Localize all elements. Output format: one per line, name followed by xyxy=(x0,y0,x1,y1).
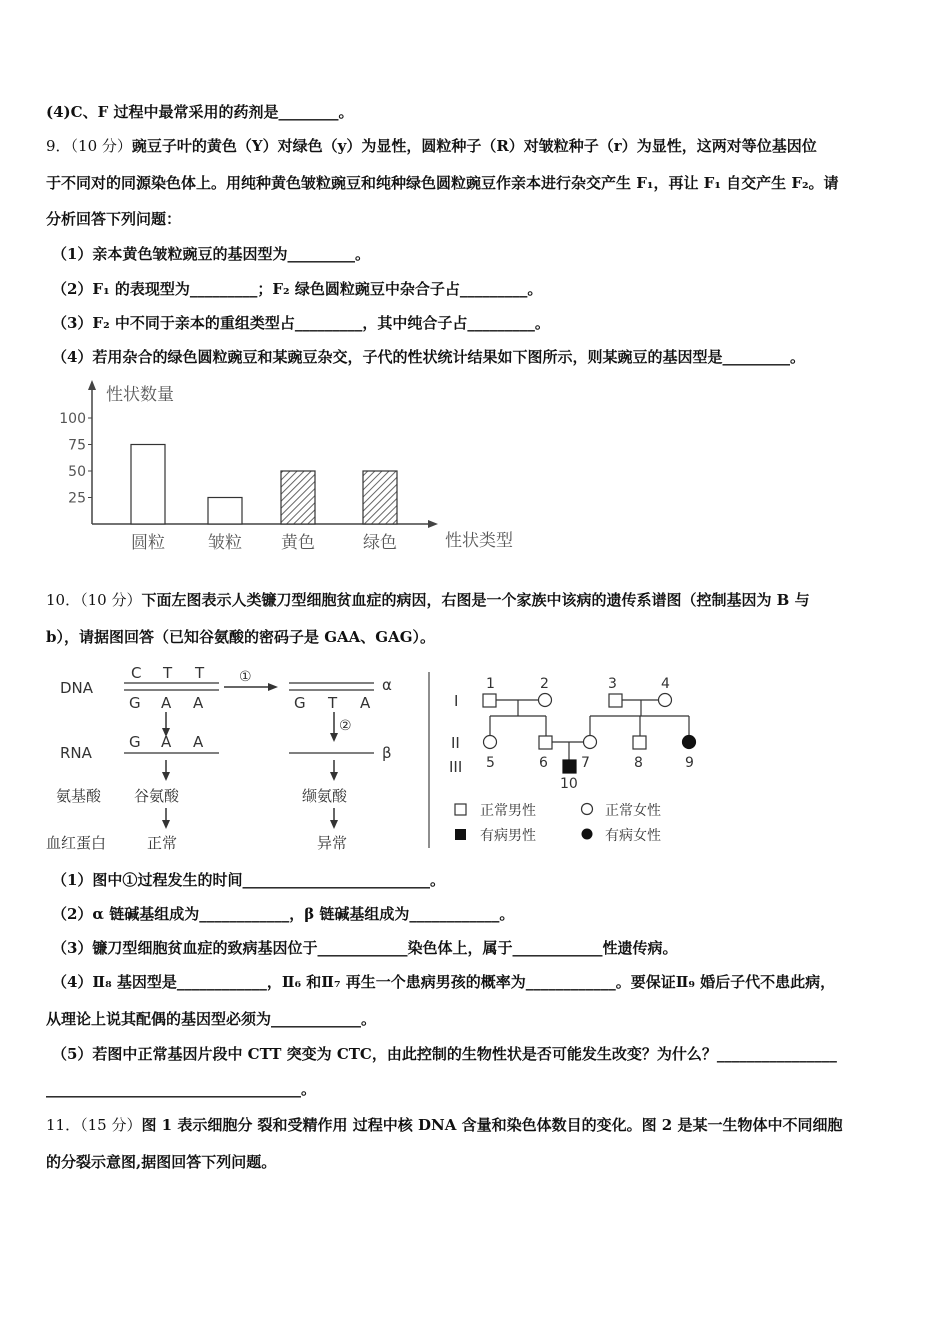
mutant-base-1: G xyxy=(294,694,306,712)
pedigree-id-8: 8 xyxy=(634,755,643,771)
dna-top-base-1: C xyxy=(131,664,142,682)
hemoglobin-label: 血红蛋白 xyxy=(46,834,107,852)
q9-stem: 豌豆子叶的黄色（Y）对绿色（y）为显性，圆粒种子（R）对皱粒种子（r）为显性，这两对等位基因位 xyxy=(131,137,817,155)
q9-line-1 xyxy=(46,135,817,157)
q10-sub-3: （3）镰刀型细胞贫血症的致病基因位于____________染色体上，属于____________性遗传病。 xyxy=(52,939,678,957)
x-category-label: 皱粒 xyxy=(208,533,242,553)
pedigree-id-10: 10 xyxy=(560,776,578,792)
person-2-normal-female xyxy=(539,694,552,707)
aa-to-hb-arrowhead xyxy=(162,820,170,829)
gen-label-II: II xyxy=(451,734,460,752)
y-axis-arrow xyxy=(88,380,96,390)
legend-normal-female: 正常女性 xyxy=(605,803,661,819)
q11-line-2: 的分裂示意图,据图回答下列问题。 xyxy=(46,1153,277,1171)
mutant-base-3: A xyxy=(360,694,371,712)
rna-base-2: A xyxy=(161,733,172,751)
dna-bottom-base-3: A xyxy=(193,694,204,712)
y-tick-label: 25 xyxy=(68,490,86,507)
q9-sub-1: （1）亲本黄色皱粒豌豆的基因型为_________。 xyxy=(52,245,370,263)
person-6-normal-male xyxy=(539,736,552,749)
person-4-normal-female xyxy=(659,694,672,707)
step1-label: ① xyxy=(239,669,252,685)
y-axis-label: 性状数量 xyxy=(106,385,174,405)
q10-sub-5b: __________________________________。 xyxy=(46,1080,317,1098)
gen-label-I: I xyxy=(454,692,459,710)
x-category-label: 黄色 xyxy=(281,533,315,553)
q10-sub-1: （1）图中①过程发生的时间_________________________。 xyxy=(52,871,445,889)
rna-to-aa-arrowhead xyxy=(162,772,170,781)
q10-number: 10．（10 分） xyxy=(46,591,142,609)
step2-label: ② xyxy=(339,718,352,734)
glutamate-label: 谷氨酸 xyxy=(134,787,180,805)
rna-base-3: A xyxy=(193,733,204,751)
y-tick-label: 100 xyxy=(59,411,86,427)
beta-label: β xyxy=(382,744,392,762)
q10-line-2: b），请据图回答（已知谷氨酸的密码子是 GAA、GAG）。 xyxy=(46,628,436,646)
sickle-cell-figure xyxy=(44,660,704,860)
y-tick-label: 50 xyxy=(68,464,86,480)
bar-1 xyxy=(131,445,165,525)
bar-2 xyxy=(208,498,242,525)
q10-sub-5a: （5）若图中正常基因片段中 CTT 突变为 CTC，由此控制的生物性状是否可能发生改变？为什么？________________ xyxy=(52,1045,837,1063)
q10-stem: 下面左图表示人类镰刀型细胞贫血症的病因，右图是一个家族中该病的遗传系谱图（控制基因为 B 与 xyxy=(141,591,810,609)
beta-to-aa-arrowhead xyxy=(330,772,338,781)
person-7-normal-female xyxy=(584,736,597,749)
person-5-normal-female xyxy=(484,736,497,749)
pedigree-id-3: 3 xyxy=(608,676,617,692)
hb-normal-label: 正常 xyxy=(147,834,178,852)
q9-line-2: 于不同对的同源染色体上。用纯种黄色皱粒豌豆和纯种绿色圆粒豌豆作亲本进行杂交产生 F₁，再让 F₁ 自交产生 F₂。请 xyxy=(46,174,839,192)
mutant-base-2: T xyxy=(328,694,338,712)
legend-affected-female: 有病女性 xyxy=(605,828,661,844)
dna-bottom-base-1: G xyxy=(129,694,141,712)
dna-top-base-2: T xyxy=(163,664,173,682)
q9-number: 9．（10 分） xyxy=(46,137,132,155)
bar-4 xyxy=(363,471,397,524)
pedigree-id-7: 7 xyxy=(581,755,590,771)
x-category-label: 绿色 xyxy=(363,533,397,553)
pedigree-id-1: 1 xyxy=(486,676,495,692)
legend-normal-male: 正常男性 xyxy=(480,803,536,819)
step2-arrowhead xyxy=(330,733,338,742)
x-axis-label: 性状类型 xyxy=(445,531,513,551)
legend-affected-male: 有病男性 xyxy=(480,828,536,844)
q11-stem: 图 1 表示细胞分 裂和受精作用 过程中核 DNA 含量和染色体数目的变化。图 2 是某一生物体中不同细胞 xyxy=(141,1116,843,1134)
pedigree-id-4: 4 xyxy=(661,676,670,692)
x-category-label: 圆粒 xyxy=(131,533,165,553)
line-q8-4: (4)C、F 过程中最常采用的药剂是________。 xyxy=(46,103,354,121)
valine-label: 缬氨酸 xyxy=(302,787,348,805)
pedigree-id-9: 9 xyxy=(685,755,694,771)
gen-label-III: III xyxy=(449,758,463,776)
abn-aa-to-hb-arrowhead xyxy=(330,820,338,829)
q9-line-3: 分析回答下列问题： xyxy=(46,210,182,228)
q10-sub-4a: （4）Ⅱ₈ 基因型是____________，Ⅱ₆ 和Ⅱ₇ 再生一个患病男孩的概率为____________。要保证Ⅱ₉ 婚后子代不患此病， xyxy=(52,973,836,991)
pedigree-id-6: 6 xyxy=(539,755,548,771)
rna-label: RNA xyxy=(60,744,92,762)
q10-sub-2: （2）α 链碱基组成为____________，β 链碱基组成为____________。 xyxy=(52,905,515,923)
q10-sub-4b: 从理论上说其配偶的基因型必须为____________。 xyxy=(46,1010,377,1028)
dna-bottom-base-2: A xyxy=(161,694,172,712)
person-10-affected-male xyxy=(563,760,576,773)
step1-arrowhead xyxy=(268,683,278,691)
legend-affected-female-icon xyxy=(582,829,593,840)
dna-label: DNA xyxy=(60,679,94,697)
legend-normal-male-icon xyxy=(455,804,466,815)
legend-normal-female-icon xyxy=(582,804,593,815)
q9-sub-4: （4）若用杂合的绿色圆粒豌豆和某豌豆杂交，子代的性状统计结果如下图所示，则某豌豆的基因型是_________。 xyxy=(52,348,805,366)
bar-3 xyxy=(281,471,315,524)
y-tick-label: 75 xyxy=(68,437,86,454)
trait-bar-chart xyxy=(50,378,550,560)
hb-abnormal-label: 异常 xyxy=(317,834,348,852)
q11-number: 11．（15 分） xyxy=(46,1116,142,1134)
person-9-affected-female xyxy=(683,736,696,749)
pedigree-id-5: 5 xyxy=(486,755,495,771)
amino-acid-label: 氨基酸 xyxy=(56,787,102,805)
q9-sub-2: （2）F₁ 的表现型为_________；F₂ 绿色圆粒豌豆中杂合子占_________。 xyxy=(52,280,543,298)
person-8-normal-male xyxy=(633,736,646,749)
pedigree-id-2: 2 xyxy=(540,676,549,692)
person-1-normal-male xyxy=(483,694,496,707)
legend-affected-male-icon xyxy=(455,829,466,840)
q10-line-1 xyxy=(46,589,810,611)
alpha-label: α xyxy=(382,676,392,694)
dna-top-base-3: T xyxy=(195,664,205,682)
q9-sub-3: （3）F₂ 中不同于亲本的重组类型占_________，其中纯合子占_________。 xyxy=(52,314,550,332)
q11-line-1 xyxy=(46,1114,842,1136)
person-3-normal-male xyxy=(609,694,622,707)
x-axis-arrow xyxy=(428,520,438,528)
rna-base-1: G xyxy=(129,733,141,751)
